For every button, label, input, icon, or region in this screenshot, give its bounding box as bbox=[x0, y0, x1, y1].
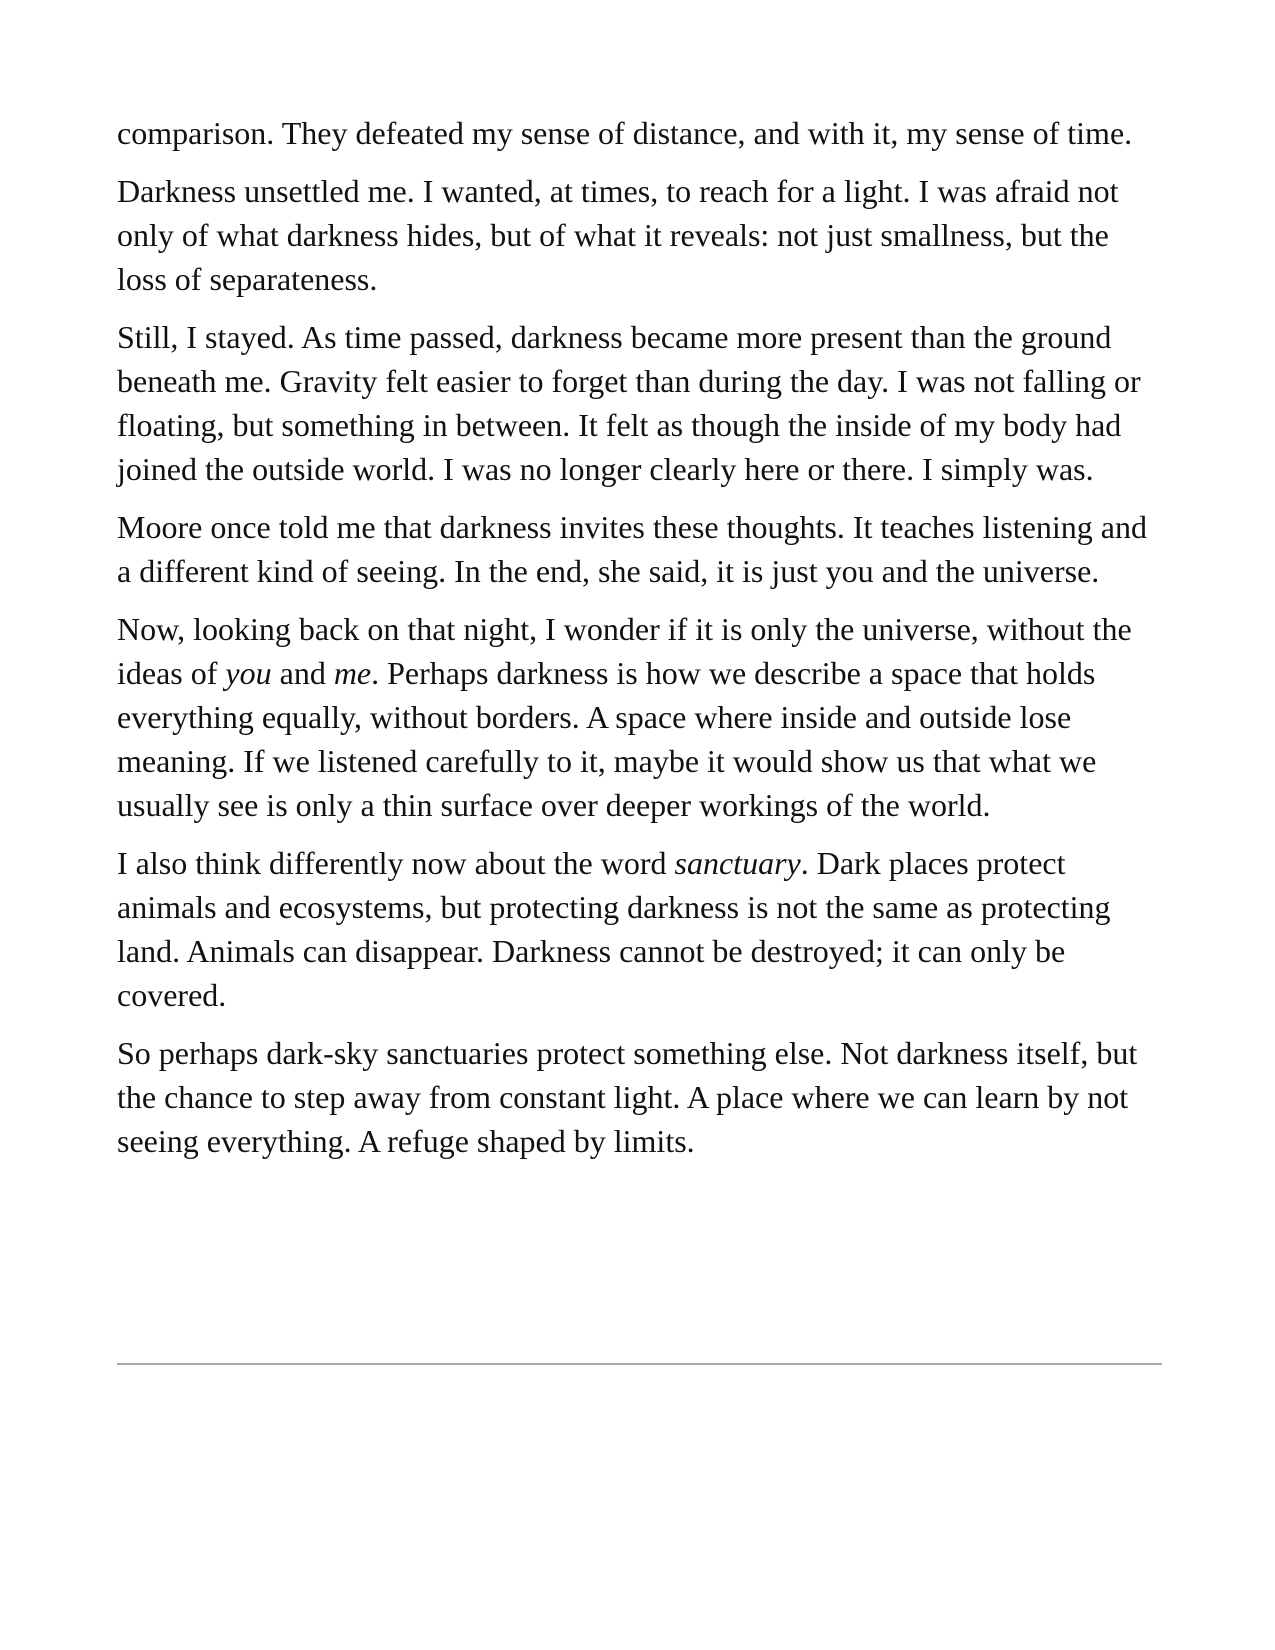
paragraph-5-text-c: . Perhaps darkness is how we describe a space that holds everything equally, without borders. A space where inside and outside lose meaning. If we listened carefully to it, maybe it would show us that what we usually see is only a thin surface over deeper workings of the world. bbox=[117, 655, 1097, 823]
paragraph-5-text-a: Now, looking back on that night, I wonder if it is only the universe, without the ideas of bbox=[117, 611, 1132, 691]
paragraph-6 bbox=[117, 841, 1162, 1017]
emphasis-you: you bbox=[225, 655, 272, 691]
paragraph-7: So perhaps dark-sky sanctuaries protect something else. Not darkness itself, but the chance to step away from constant light. A place where we can learn by not seeing everything. A refuge shaped by limits. bbox=[117, 1035, 1138, 1159]
paragraph-5-text-b: and bbox=[271, 655, 334, 691]
emphasis-me: me bbox=[333, 655, 372, 691]
paragraph-3: Still, I stayed. As time passed, darkness became more present than the ground beneath me. Gravity felt easier to forget than during the day. I was not falling or floating, but something in between. It felt as though the inside of my body had joined the outside world. I was no longer clearly here or there. I simply was. bbox=[117, 319, 1141, 487]
document-body bbox=[117, 111, 1162, 1177]
paragraph-4: Moore once told me that darkness invites these thoughts. It teaches listening and a different kind of seeing. In the end, she said, it is just you and the universe. bbox=[117, 509, 1147, 589]
horizontal-rule bbox=[117, 1363, 1162, 1365]
paragraph-5 bbox=[117, 607, 1162, 827]
paragraph-2: Darkness unsettled me. I wanted, at times, to reach for a light. I was afraid not only of what darkness hides, but of what it reveals: not just smallness, but the loss of separateness. bbox=[117, 173, 1119, 297]
paragraph-6-text-a: I also think differently now about the word bbox=[117, 845, 675, 881]
paragraph-1: comparison. They defeated my sense of distance, and with it, my sense of time. bbox=[117, 115, 1133, 151]
paragraph-6-text-b: . Dark places protect animals and ecosystems, but protecting darkness is not the same as protecting land. Animals can disappear. Darkness cannot be destroyed; it can only be covered. bbox=[117, 845, 1111, 1013]
emphasis-sanctuary: sanctuary bbox=[674, 845, 801, 881]
